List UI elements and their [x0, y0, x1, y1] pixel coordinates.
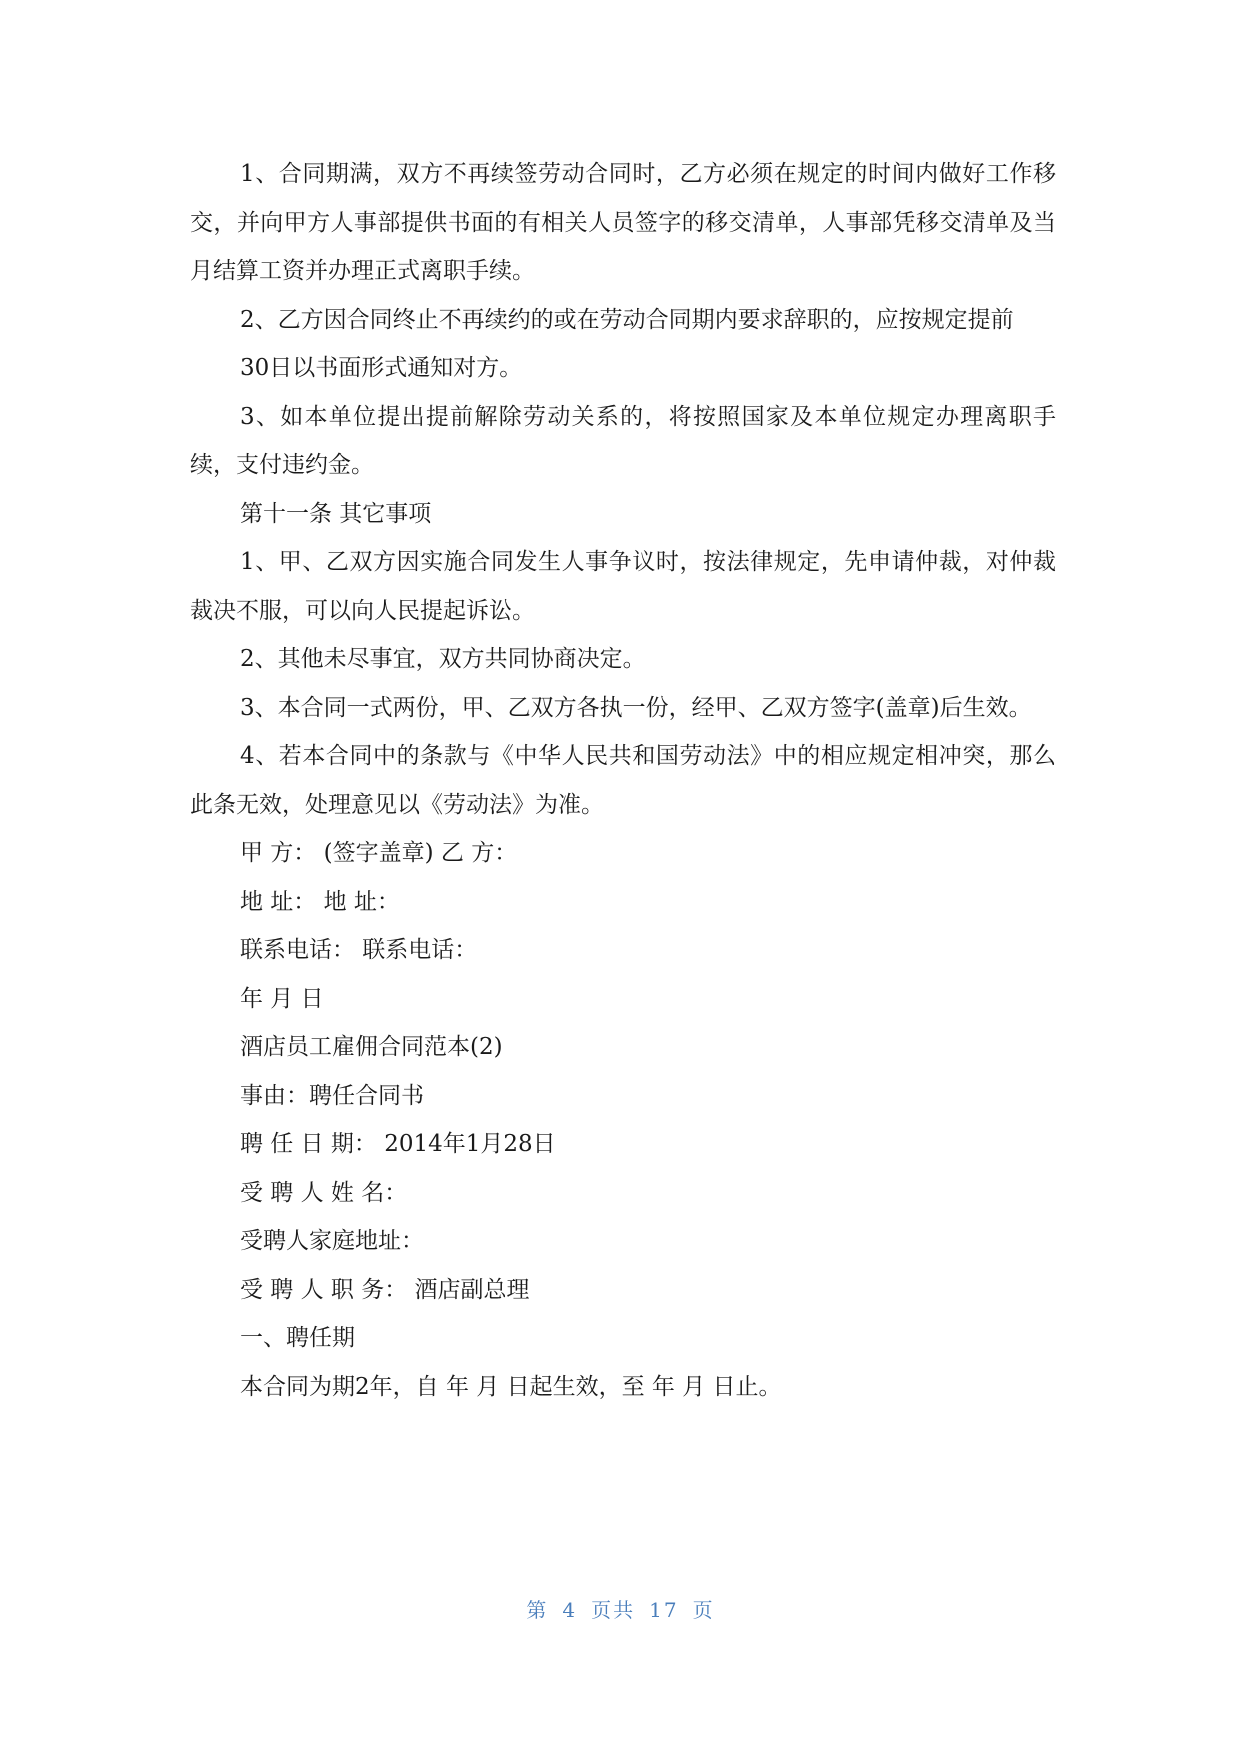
article-11-item-1: 1、甲、乙双方因实施合同发生人事争议时，按法律规定，先申请仲裁，对仲裁裁决不服，可以向人民提起诉讼。	[190, 549, 1056, 624]
contract-2-title: 酒店员工雇佣合同范本(2)	[240, 1034, 503, 1060]
article-11-item-2: 2、其他未尽事宜，双方共同协商决定。	[240, 646, 646, 672]
contract-2-employee-address: 受聘人家庭地址：	[240, 1228, 424, 1254]
article-11-item-4: 4、若本合同中的条款与《中华人民共和国劳动法》中的相应规定相冲突，那么此条无效，处理意见以《劳动法》为准。	[190, 743, 1056, 818]
contract-2-subject: 事由：聘任合同书	[240, 1082, 424, 1109]
clause-1-handover: 1、合同期满，双方不再续签劳动合同时，乙方必须在规定的时间内做好工作移交，并向甲方人事部提供书面的有相关人员签字的移交清单，人事部凭移交清单及当月结算工资并办理正式离职手续。	[190, 161, 1056, 284]
contract-2-employee-position: 受 聘 人 职 务： 酒店副总理	[240, 1276, 530, 1303]
contract-2-employee-name: 受 聘 人 姓 名：	[240, 1179, 408, 1206]
contract-2-section-1-heading: 一、聘任期	[240, 1325, 355, 1351]
footer-current-page: 4	[562, 1598, 578, 1622]
page-number-footer	[0, 1594, 1241, 1623]
clause-3-termination: 3、如本单位提出提前解除劳动关系的，将按照国家及本单位规定办理离职手续，支付违约金。	[190, 403, 1056, 478]
contract-2-term: 本合同为期2年，自 年 月 日起生效，至 年 月 日止。	[240, 1373, 782, 1400]
footer-suffix: 页	[692, 1598, 715, 1622]
contract-2-date: 聘 任 日 期： 2014年1月28日	[240, 1131, 556, 1157]
signature-phone: 联系电话： 联系电话：	[240, 937, 478, 963]
document-body	[190, 150, 1056, 1411]
signature-parties: 甲 方： (签字盖章) 乙 方：	[240, 840, 518, 866]
signature-date: 年 月 日	[240, 985, 324, 1012]
footer-middle: 页共	[591, 1598, 636, 1622]
signature-address: 地 址： 地 址：	[240, 888, 400, 915]
article-11-item-3: 3、本合同一式两份，甲、乙双方各执一份，经甲、乙双方签字(盖章)后生效。	[240, 694, 1032, 721]
footer-prefix: 第	[526, 1598, 549, 1622]
article-11-heading: 第十一条 其它事项	[240, 500, 432, 527]
footer-total-pages: 17	[649, 1598, 679, 1622]
clause-2-notice: 30日以书面形式通知对方。	[240, 355, 523, 381]
clause-2-resignation: 2、乙方因合同终止不再续约的或在劳动合同期内要求辞职的，应按规定提前	[240, 306, 1014, 333]
